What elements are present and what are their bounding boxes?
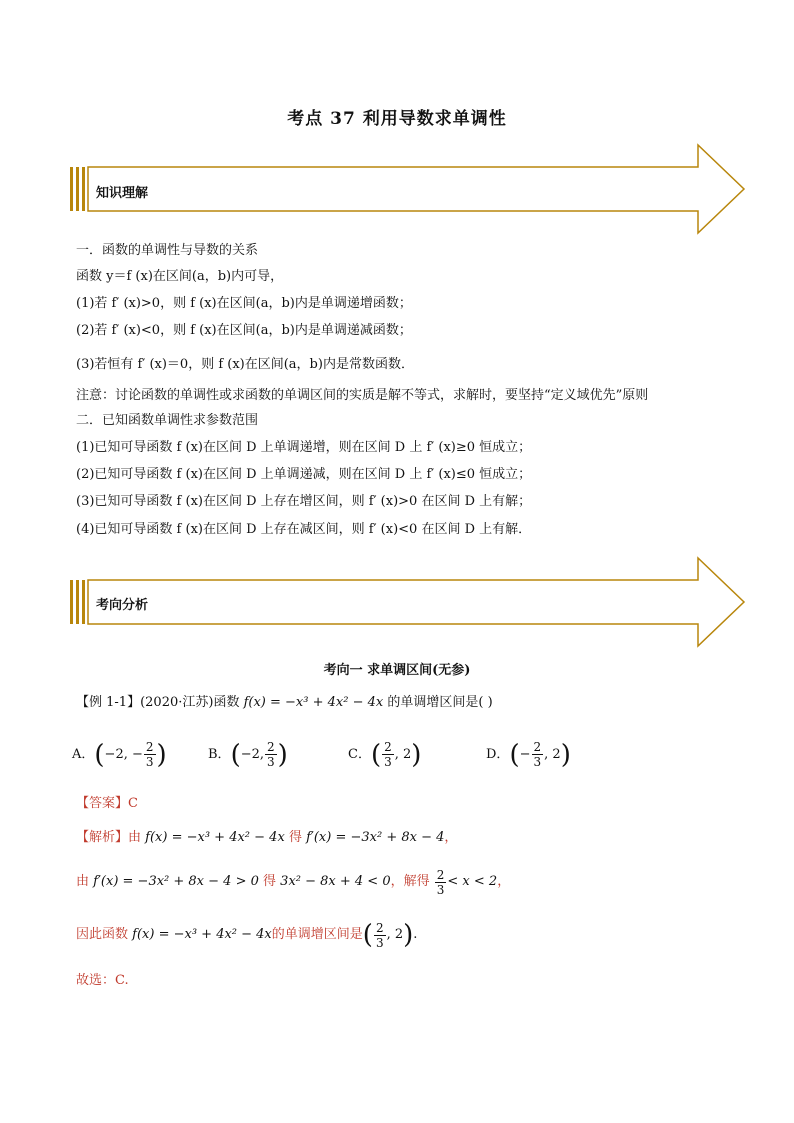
knowledge-line-2: (1)若 f′ (x)>0，则 f (x)在区间(a，b)内是单调递增函数； — [76, 296, 412, 311]
analysis-s3b: f(x) = −x³ + 4x² − 4x — [132, 927, 272, 942]
analysis-s3a: 因此函数 — [76, 927, 129, 942]
knowledge-note: 注意：讨论函数的单调性或求函数的单调区间的实质是解不等式，求解时，要坚持“定义域优先”原则 — [76, 388, 649, 403]
example-tag: 【例 1-1】 — [76, 695, 141, 710]
option-b[interactable]: B． ( −2, $\frac{2}{3}$ ) — [208, 739, 288, 770]
banner-label-analysis: 考向分析 — [96, 598, 149, 613]
analysis-s2-num: 2 — [436, 867, 445, 882]
analysis-s2d: 3x² − 8x + 4 < 0 — [280, 874, 391, 889]
option-c-label: C． — [348, 746, 371, 762]
analysis-s1e: ， — [444, 830, 458, 845]
option-a[interactable]: A． ( −2, − $\frac{2}{3}$ ) — [72, 739, 167, 770]
knowledge-line-1: 函数 y＝f (x)在区间(a，b)内可导， — [76, 269, 284, 284]
option-d-right: , 2 — [544, 746, 561, 762]
option-b-label: B． — [208, 746, 231, 762]
analysis-s2-den: 3 — [436, 882, 445, 897]
analysis-s3e: . — [413, 927, 418, 942]
analysis-tag: 【解析】 — [76, 830, 129, 845]
analysis-s3-den: 3 — [375, 935, 384, 950]
param-line-4: (4)已知可导函数 f (x)在区间 D 上存在减区间，则 f′ (x)<0 在区间 D 上有解． — [76, 522, 532, 537]
option-b-left: −2, — [240, 746, 265, 762]
option-a-num: 2 — [145, 740, 154, 754]
section-banner-analysis — [68, 556, 748, 648]
analysis-s3d: , 2 — [386, 927, 404, 942]
knowledge-heading-2: 二．已知函数单调性求参数范围 — [76, 413, 259, 428]
answer-value: C — [128, 796, 138, 811]
option-c-right: , 2 — [394, 746, 412, 762]
option-a-label: A． — [72, 746, 95, 762]
option-d-label: D． — [486, 746, 510, 762]
option-d-num: 2 — [533, 740, 542, 754]
analysis-s2c: 得 — [263, 874, 277, 889]
answer-line — [76, 795, 138, 813]
option-b-den: 3 — [267, 755, 275, 769]
example-tail: 的单调增区间是( ) — [387, 695, 493, 710]
option-c-num: 2 — [384, 740, 392, 754]
analysis-s1b: f(x) = −x³ + 4x² − 4x — [145, 830, 285, 845]
analysis-s2e: ，解得 — [390, 874, 430, 889]
knowledge-line-3: (2)若 f′ (x)<0，则 f (x)在区间(a，b)内是单调递减函数； — [76, 323, 412, 338]
analysis-s3c: 的单调增区间是 — [271, 927, 363, 942]
section-banner-knowledge — [68, 143, 748, 235]
option-c[interactable]: C． ( $\frac{2}{3}$ , 2 ) — [348, 739, 422, 770]
option-d-den: 3 — [533, 755, 542, 769]
analysis-line-2 — [76, 865, 510, 899]
analysis-s3-num: 2 — [375, 920, 384, 935]
example-source: (2020·江苏)函数 — [140, 695, 240, 710]
option-a-left: −2, − — [104, 746, 143, 762]
analysis-s2b: f′(x) = −3x² + 8x − 4 > 0 — [93, 874, 259, 889]
page-title: 考点 37 利用导数求单调性 — [287, 109, 507, 129]
option-c-den: 3 — [384, 755, 392, 769]
option-a-den: 3 — [145, 755, 154, 769]
analysis-s2f: < x < 2 — [447, 874, 498, 889]
example-function: f(x) = −x³ + 4x² − 4x — [243, 695, 384, 710]
knowledge-heading-1: 一．函数的单调性与导数的关系 — [76, 243, 259, 258]
analysis-conclusion: 故选：C. — [76, 973, 129, 988]
analysis-s1a: 由 — [128, 830, 142, 845]
example-question — [76, 694, 493, 712]
option-b-num: 2 — [267, 740, 275, 754]
analysis-line-3: 因此函数 f(x) = −x³ + 4x² − 4x 的单调增区间是 ( $\frac{2}{3}$ , 2 ) . — [76, 920, 418, 950]
param-line-2: (2)已知可导函数 f (x)在区间 D 上单调递减，则在区间 D 上 f′ (x)≤0 恒成立； — [76, 467, 532, 482]
analysis-s1c: 得 — [288, 830, 302, 845]
knowledge-line-4: (3)若恒有 f′ (x)＝0，则 f (x)在区间(a，b)内是常数函数． — [76, 357, 414, 372]
analysis-s1d: f′(x) = −3x² + 8x − 4 — [306, 830, 445, 845]
param-line-3: (3)已知可导函数 f (x)在区间 D 上存在增区间，则 f′ (x)>0 在区间 D 上有解； — [76, 494, 532, 509]
param-line-1: (1)已知可导函数 f (x)在区间 D 上单调递增，则在区间 D 上 f′ (x)≥0 恒成立； — [76, 440, 532, 455]
analysis-s2a: 由 — [76, 874, 90, 889]
option-d[interactable]: D． ( − $\frac{2}{3}$ , 2 ) — [486, 739, 571, 770]
topic-heading: 考向一 求单调区间(无参) — [323, 663, 471, 678]
answer-tag: 【答案】 — [76, 796, 129, 811]
banner-label-knowledge: 知识理解 — [96, 186, 149, 201]
analysis-s2g: ， — [497, 874, 511, 889]
option-d-left: − — [519, 746, 531, 762]
analysis-line-1 — [76, 829, 457, 847]
